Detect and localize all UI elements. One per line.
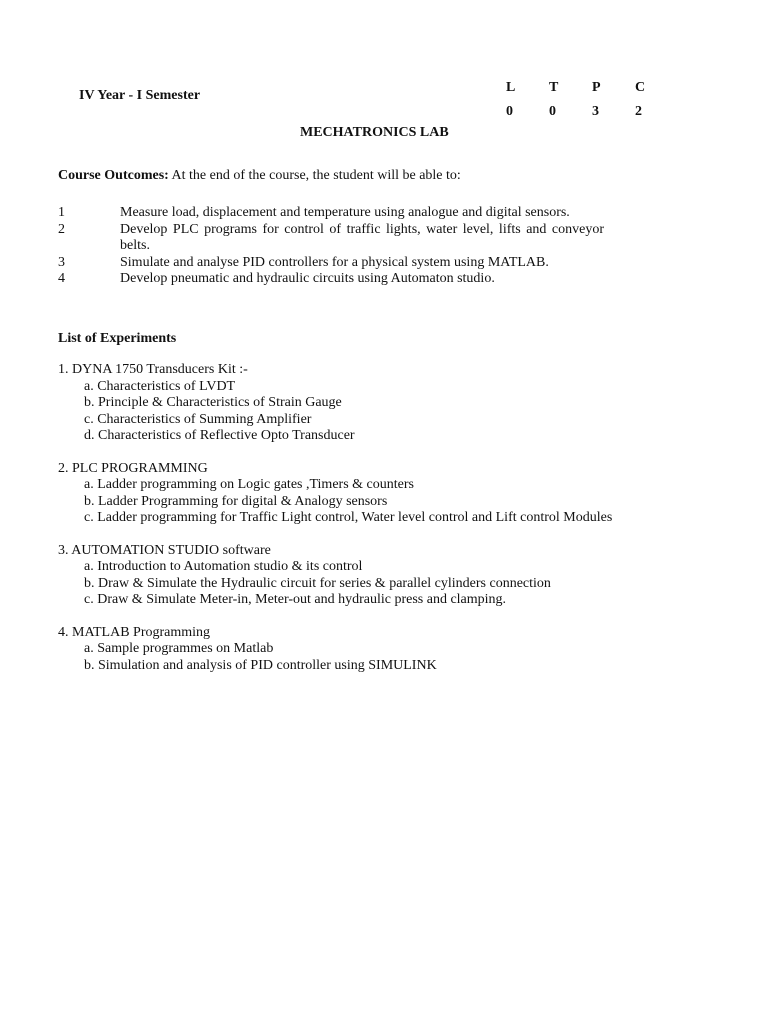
experiment-group [58, 362, 658, 445]
outcome-item [58, 222, 604, 255]
course-outcomes-label: Course Outcomes: [58, 168, 169, 183]
outcome-text: Develop PLC programs for control of traffic lights, water level, lifts and conveyor belts. [120, 221, 604, 253]
outcome-item [58, 205, 604, 222]
experiment-title: 2. PLC PROGRAMMING [58, 460, 208, 476]
experiment-item: a. Ladder programming on Logic gates ,Timers & counters [84, 477, 414, 492]
experiment-item: a. Sample programmes on Matlab [84, 641, 274, 656]
course-outcomes-intro [58, 168, 461, 185]
experiment-title: 1. DYNA 1750 Transducers Kit :- [58, 362, 248, 377]
experiment-item: b. Principle & Characteristics of Strain Gauge [84, 395, 342, 410]
experiment-item: b. Ladder Programming for digital & Analogy sensors [84, 493, 388, 509]
course-outcomes-list [58, 205, 604, 288]
experiment-group [58, 625, 658, 675]
outcome-number: 3 [58, 254, 65, 270]
ltpc-table [506, 76, 678, 124]
outcome-text: Develop pneumatic and hydraulic circuits using Automaton studio. [120, 271, 495, 286]
experiments-list [58, 362, 658, 690]
outcome-number: 1 [58, 205, 65, 220]
ltpc-label-t: T [549, 79, 559, 95]
ltpc-labels-row [506, 76, 678, 100]
ltpc-value-l: 0 [506, 103, 513, 119]
experiment-item: c. Draw & Simulate Meter-in, Meter-out and hydraulic press and clamping. [84, 592, 507, 607]
course-outcomes-text: At the end of the course, the student will be able to: [168, 168, 461, 183]
outcome-item [58, 255, 604, 272]
experiment-item: b. Simulation and analysis of PID controller using SIMULINK [84, 657, 437, 673]
year-semester: IV Year - I Semester [79, 88, 201, 103]
experiment-group [58, 543, 658, 609]
experiment-item: a. Introduction to Automation studio & its control [84, 559, 363, 574]
experiment-title: 3. AUTOMATION STUDIO software [58, 542, 271, 558]
ltpc-value-c: 2 [635, 103, 642, 119]
experiments-heading: List of Experiments [58, 331, 177, 346]
outcome-number: 2 [58, 221, 65, 237]
outcome-text: Simulate and analyse PID controllers for a physical system using MATLAB. [120, 254, 549, 270]
experiment-item: a. Characteristics of LVDT [84, 378, 236, 394]
experiment-title: 4. MATLAB Programming [58, 624, 211, 640]
experiment-item: d. Characteristics of Reflective Opto Transducer [84, 428, 355, 443]
ltpc-values-row [506, 100, 678, 124]
ltpc-label-p: P [592, 79, 601, 95]
ltpc-label-c: C [635, 79, 646, 95]
outcome-text: Measure load, displacement and temperature using analogue and digital sensors. [120, 205, 570, 220]
experiment-item: c. Ladder programming for Traffic Light control, Water level control and Lift control Modules [84, 510, 613, 525]
outcome-number: 4 [58, 271, 65, 286]
page-title: MECHATRONICS LAB [300, 125, 449, 140]
experiment-item: c. Characteristics of Summing Amplifier [84, 411, 312, 427]
ltpc-value-p: 3 [592, 103, 599, 119]
ltpc-label-l: L [506, 79, 516, 95]
ltpc-value-t: 0 [549, 103, 556, 119]
experiment-item: b. Draw & Simulate the Hydraulic circuit for series & parallel cylinders connection [84, 575, 551, 591]
outcome-item [58, 271, 604, 288]
experiment-group [58, 461, 658, 527]
